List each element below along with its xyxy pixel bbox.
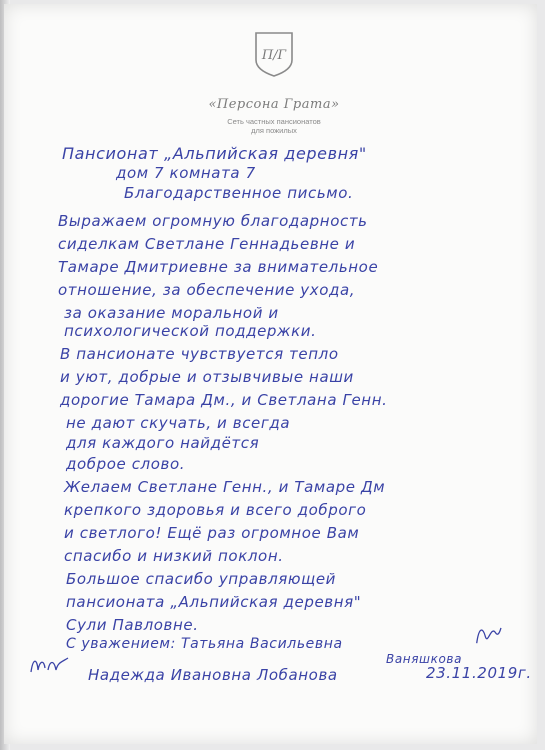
letter-page [4,4,537,744]
monogram-text: П/Г [261,48,287,63]
brand-name: «Персона Грата» [208,97,340,112]
letter-line-17: крепкого здоровья и всего доброго [64,501,367,519]
letter-line-5: сиделкам Светлане Геннадьевне и [58,235,356,253]
letter-line-7: отношение, за обеспечение ухода, [58,281,356,299]
letter-line-19: спасибо и низкий поклон. [64,547,284,565]
letter-date: 23.11.2019г. [426,664,532,682]
letter-line-1: Пансионат „Альпийская деревня" [62,144,367,163]
letter-line-15: доброе слово. [66,455,186,473]
signature-1-image [293,637,325,669]
letter-line-12: дорогие Тамара Дм., и Светлана Генн. [60,391,388,409]
regards-line: С уважением: Татьяна Васильевна [66,636,343,652]
letter-line-3: Благодарственное письмо. [124,184,354,202]
letter-line-13: не дают скучать, и всегда [66,414,291,432]
letter-line-9: психологической поддержки. [64,322,317,340]
letter-line-22: Сули Павловне. [66,616,199,634]
brand-subtitle-line2: для пожилых [251,126,297,135]
brand-subtitle [174,117,374,135]
letter-line-20: Большое спасибо управляющей [66,570,337,588]
letter-line-14: для каждого найдётся [66,434,260,452]
letter-line-21: пансионата „Альпийская деревня" [66,593,362,611]
letter-line-8: за оказание моральной и [64,304,279,322]
letter-line-10: В пансионате чувствуется тепло [60,345,339,363]
brand-subtitle-line1: Сеть частных пансионатов [227,117,321,126]
letter-line-4: Выражаем огромную благодарность [58,212,368,230]
letter-line-18: и светлого! Ещё раз огромное Вам [64,524,360,542]
letter-line-16: Желаем Светлане Генн., и Тамаре Дм [64,478,386,496]
monogram-logo [253,30,295,78]
signature-2-image [28,652,72,678]
letter-line-6: Тамаре Дмитриевне за внимательное [58,258,379,276]
signer1-surname: Ваняшкова [386,652,463,666]
letter-line-2: дом 7 комната 7 [116,164,256,182]
letter-line-11: и уют, добрые и отзывчивые наши [60,368,354,386]
signer2-name: Надежда Ивановна Лобанова [88,666,338,684]
